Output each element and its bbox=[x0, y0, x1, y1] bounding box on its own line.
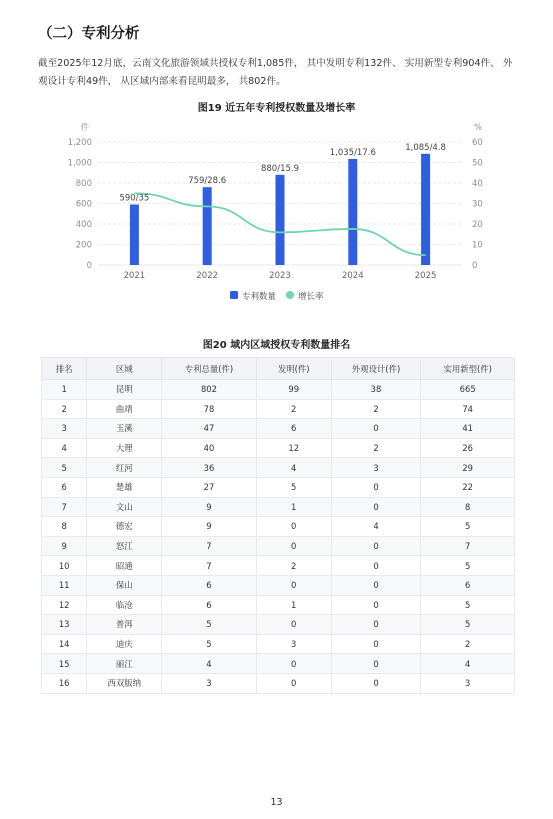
table-cell: 5 bbox=[162, 615, 257, 635]
y-right-tick-label: 60 bbox=[472, 138, 483, 148]
legend-line-label: 增长率 bbox=[298, 292, 324, 302]
table-row bbox=[42, 497, 515, 517]
table-cell: 665 bbox=[421, 380, 515, 400]
table-cell: 16 bbox=[42, 673, 87, 693]
summary-paragraph: 截至2025年12月底，云南文化旅游领域共授权专利1,085件， 其中发明专利132件、 实用新型专利904件、 外观设计专利49件， 从区域内部来看昆明最多， 共802件。 bbox=[38, 58, 513, 87]
table-cell: 36 bbox=[162, 458, 257, 478]
table-cell: 2 bbox=[331, 399, 421, 419]
table-row bbox=[42, 380, 515, 400]
table-cell: 0 bbox=[256, 615, 331, 635]
table-cell: 0 bbox=[331, 595, 421, 615]
table-cell: 0 bbox=[331, 556, 421, 576]
table-header-cell: 发明(件) bbox=[256, 358, 331, 380]
table-cell: 3 bbox=[42, 419, 87, 439]
data-label: 1,035/17.6 bbox=[329, 147, 376, 158]
table-cell: 楚雄 bbox=[87, 477, 162, 497]
table-cell: 临沧 bbox=[87, 595, 162, 615]
table-row bbox=[42, 575, 515, 595]
patent-trend-chart bbox=[0, 112, 553, 312]
y-left-tick-label: 400 bbox=[75, 220, 92, 230]
table-cell: 0 bbox=[256, 536, 331, 556]
table-cell: 6 bbox=[162, 595, 257, 615]
table-row bbox=[42, 634, 515, 654]
table-cell: 6 bbox=[162, 575, 257, 595]
bar bbox=[348, 159, 357, 265]
table-cell: 14 bbox=[42, 634, 87, 654]
y-right-tick-label: 50 bbox=[472, 158, 483, 169]
bar bbox=[130, 205, 139, 265]
table-cell: 丽江 bbox=[87, 654, 162, 674]
table-cell: 5 bbox=[162, 634, 257, 654]
table-cell: 10 bbox=[42, 556, 87, 576]
table-cell: 0 bbox=[331, 477, 421, 497]
table-cell: 3 bbox=[162, 673, 257, 693]
bar bbox=[203, 187, 212, 265]
table-cell: 5 bbox=[421, 595, 515, 615]
y-right-tick-label: 20 bbox=[472, 220, 483, 230]
legend-bar-swatch bbox=[230, 291, 238, 299]
y-left-tick-label: 0 bbox=[86, 261, 92, 271]
y-right-tick-label: 40 bbox=[472, 179, 483, 189]
table-cell: 1 bbox=[42, 380, 87, 400]
table-cell: 7 bbox=[421, 536, 515, 556]
table-cell: 德宏 bbox=[87, 517, 162, 537]
data-label: 759/28.6 bbox=[188, 176, 227, 187]
table-cell: 47 bbox=[162, 419, 257, 439]
table-cell: 2 bbox=[256, 399, 331, 419]
y-right-tick-label: 10 bbox=[472, 240, 483, 251]
table-cell: 9 bbox=[162, 497, 257, 517]
table-row bbox=[42, 615, 515, 635]
table-cell: 26 bbox=[421, 438, 515, 458]
table-header-cell: 排名 bbox=[42, 358, 87, 380]
table-cell: 0 bbox=[256, 575, 331, 595]
table-header-cell: 外观设计(件) bbox=[331, 358, 421, 380]
table-cell: 0 bbox=[331, 615, 421, 635]
y-right-tick-label: 0 bbox=[472, 261, 478, 271]
bar bbox=[276, 175, 285, 265]
x-tick-label: 2025 bbox=[414, 271, 437, 281]
table-cell: 4 bbox=[256, 458, 331, 478]
table-row bbox=[42, 536, 515, 556]
table-cell: 4 bbox=[42, 438, 87, 458]
table-header-cell: 实用新型(件) bbox=[421, 358, 515, 380]
table-cell: 74 bbox=[421, 399, 515, 419]
y-left-tick-label: 600 bbox=[75, 199, 92, 210]
table-cell: 7 bbox=[162, 536, 257, 556]
table-cell: 0 bbox=[331, 497, 421, 517]
table-header-cell: 区域 bbox=[87, 358, 162, 380]
table-cell: 3 bbox=[331, 458, 421, 478]
table-cell: 0 bbox=[256, 673, 331, 693]
data-label: 1,085/4.8 bbox=[405, 142, 446, 153]
table-cell: 5 bbox=[421, 615, 515, 635]
table-cell: 曲靖 bbox=[87, 399, 162, 419]
table-cell: 3 bbox=[421, 673, 515, 693]
table-cell: 4 bbox=[331, 517, 421, 537]
x-tick-label: 2023 bbox=[269, 271, 291, 281]
region-ranking-table bbox=[41, 357, 515, 694]
table-cell: 6 bbox=[42, 477, 87, 497]
table-row bbox=[42, 399, 515, 419]
table-cell: 8 bbox=[42, 517, 87, 537]
y-left-tick-label: 1,000 bbox=[67, 158, 92, 169]
table-cell: 12 bbox=[256, 438, 331, 458]
table-cell: 0 bbox=[256, 654, 331, 674]
table-row bbox=[42, 477, 515, 497]
table-cell: 8 bbox=[421, 497, 515, 517]
table-row bbox=[42, 595, 515, 615]
table-cell: 802 bbox=[162, 380, 257, 400]
x-tick-label: 2021 bbox=[123, 271, 146, 281]
table-row bbox=[42, 654, 515, 674]
table-cell: 12 bbox=[42, 595, 87, 615]
table-cell: 普洱 bbox=[87, 615, 162, 635]
table-cell: 0 bbox=[331, 536, 421, 556]
table-row bbox=[42, 517, 515, 537]
table-cell: 9 bbox=[42, 536, 87, 556]
table-cell: 29 bbox=[421, 458, 515, 478]
figure19-title: 图19 近五年专利授权数量及增长率 bbox=[197, 103, 356, 114]
table-cell: 22 bbox=[421, 477, 515, 497]
table-cell: 7 bbox=[42, 497, 87, 517]
section-title: （二）专利分析 bbox=[38, 26, 140, 42]
table-cell: 6 bbox=[256, 419, 331, 439]
table-cell: 西双版纳 bbox=[87, 673, 162, 693]
table-row bbox=[42, 458, 515, 478]
table-cell: 2 bbox=[331, 438, 421, 458]
table-cell: 玉溪 bbox=[87, 419, 162, 439]
table-cell: 6 bbox=[421, 575, 515, 595]
table-cell: 2 bbox=[421, 634, 515, 654]
y-left-tick-label: 1,200 bbox=[67, 138, 92, 148]
table-cell: 3 bbox=[256, 634, 331, 654]
table-row bbox=[42, 438, 515, 458]
table-header-cell: 专利总量(件) bbox=[162, 358, 257, 380]
table-cell: 大理 bbox=[87, 438, 162, 458]
table-cell: 41 bbox=[421, 419, 515, 439]
table-row bbox=[42, 419, 515, 439]
table-cell: 78 bbox=[162, 399, 257, 419]
table-cell: 0 bbox=[331, 419, 421, 439]
table-cell: 昭通 bbox=[87, 556, 162, 576]
table-cell: 27 bbox=[162, 477, 257, 497]
table-cell: 2 bbox=[256, 556, 331, 576]
table-cell: 0 bbox=[331, 654, 421, 674]
legend-line-swatch bbox=[286, 291, 294, 299]
table-header-row bbox=[42, 358, 515, 380]
table-cell: 9 bbox=[162, 517, 257, 537]
table-cell: 5 bbox=[421, 517, 515, 537]
y-left-tick-label: 200 bbox=[75, 240, 92, 251]
data-label: 590/35 bbox=[119, 193, 150, 204]
table-cell: 2 bbox=[42, 399, 87, 419]
table-cell: 38 bbox=[331, 380, 421, 400]
table-cell: 1 bbox=[256, 595, 331, 615]
table-cell: 0 bbox=[256, 517, 331, 537]
table-cell: 昆明 bbox=[87, 380, 162, 400]
table-cell: 40 bbox=[162, 438, 257, 458]
table-cell: 4 bbox=[162, 654, 257, 674]
table-cell: 0 bbox=[331, 634, 421, 654]
table-cell: 5 bbox=[421, 556, 515, 576]
table-cell: 保山 bbox=[87, 575, 162, 595]
table-body bbox=[42, 380, 515, 694]
table-cell: 1 bbox=[256, 497, 331, 517]
table-cell: 15 bbox=[42, 654, 87, 674]
table-cell: 怒江 bbox=[87, 536, 162, 556]
x-tick-label: 2022 bbox=[196, 271, 219, 281]
figure20-title: 图20 域内区域授权专利数量排名 bbox=[202, 340, 351, 351]
table-row bbox=[42, 673, 515, 693]
legend-bar-label: 专利数量 bbox=[242, 292, 277, 302]
table-cell: 5 bbox=[256, 477, 331, 497]
y-left-tick-label: 800 bbox=[75, 179, 92, 189]
table-row bbox=[42, 556, 515, 576]
table-cell: 0 bbox=[331, 575, 421, 595]
table-cell: 4 bbox=[421, 654, 515, 674]
table-cell: 99 bbox=[256, 380, 331, 400]
table-cell: 文山 bbox=[87, 497, 162, 517]
table-cell: 红河 bbox=[87, 458, 162, 478]
table-cell: 11 bbox=[42, 575, 87, 595]
table-cell: 7 bbox=[162, 556, 257, 576]
page-number: 13 bbox=[270, 797, 283, 808]
bar bbox=[421, 154, 430, 265]
table-cell: 13 bbox=[42, 615, 87, 635]
table-cell: 0 bbox=[331, 673, 421, 693]
y-right-tick-label: 30 bbox=[472, 199, 483, 210]
table-cell: 迪庆 bbox=[87, 634, 162, 654]
data-label: 880/15.9 bbox=[260, 163, 300, 174]
y-left-unit: 件 bbox=[80, 123, 90, 133]
x-tick-label: 2024 bbox=[341, 271, 364, 281]
y-right-unit: % bbox=[473, 123, 483, 133]
table-cell: 5 bbox=[42, 458, 87, 478]
